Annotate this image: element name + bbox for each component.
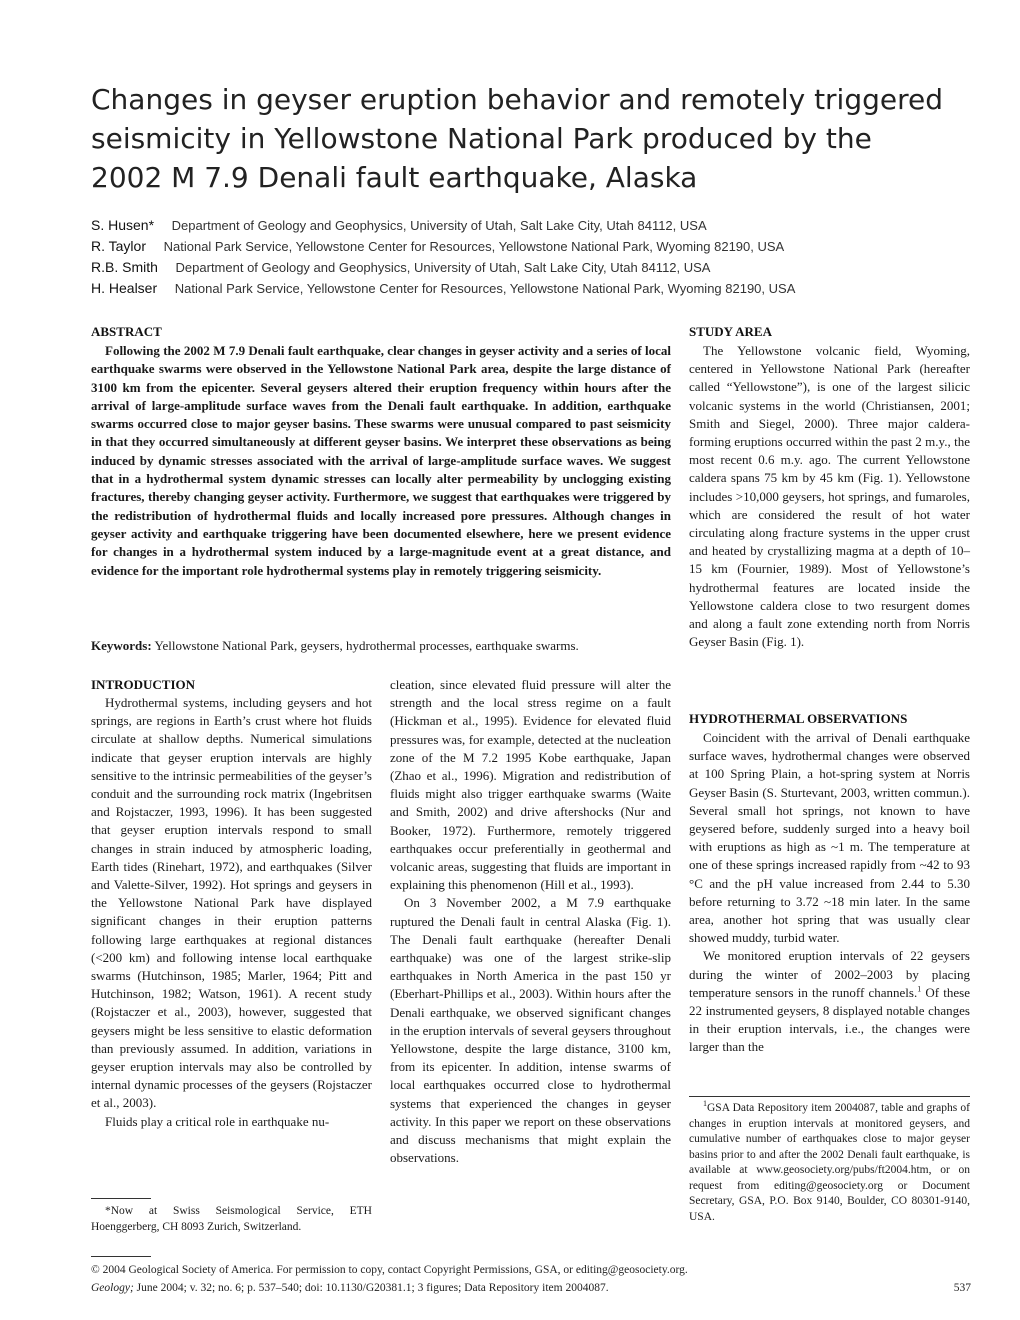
study-area-heading: STUDY AREA [689,324,772,339]
introduction-column-1 [91,694,372,1131]
copyright-line: © 2004 Geological Society of America. For permission to copy, contact Copyright Permissions, GSA, or editing@geosociety.org. [91,1264,688,1276]
hydrothermal-text [689,729,970,1057]
hydrothermal-paragraph-2-text-cont: Of these 22 instrumented geysers, 8 displayed notable changes in their eruption intervals, i.e., the changes were larger than the [689,984,970,1055]
hydrothermal-paragraph-1: Coincident with the arrival of Denali earthquake surface waves, hydrothermal changes were observed at 100 Spring Plain, a hot-spring system at Norris Geyser Basin (S. Sturtevant, 2003, written commun.). Several small hot springs, not known to have geysered before, suddenly surged into a heavy boil with eruptions as high as ~1 m. The temperature at one of these springs increased rapidly from ~42 to 93 °C and the pH value increased from 2.44 to 5.30 before returning to 3.72 ~18 min later. In the same area, another hot spring that was usually clear showed muddy, turbid water. [689,730,970,946]
introduction-paragraph-2-start: Fluids play a critical role in earthquake nu- [105,1113,330,1129]
hydrothermal-paragraph-2-text: We monitored eruption intervals of 22 geysers during the winter of 2002–2003 by placing temperature sensors in the runoff channels. [689,948,970,1000]
study-area-paragraph: The Yellowstone volcanic field, Wyoming, centered in Yellowstone National Park (hereafter called “Yellowstone”), is one of the largest silicic volcanic systems in the world (Christiansen, 2001; Smith and Siegel, 2000). Three major caldera-forming eruptions occurred within the past 2 m.y., the most recent 0.6 m.y. ago. The current Yellowstone caldera spans 75 km by 45 km (Fig. 1). Yellowstone includes >10,000 geysers, hot springs, and fumaroles, which are considered the result of hot water circulating along fracture systems in the upper crust and heated by crystallizing magma at a depth of 10–15 km (Fournier, 1989). Most of Yellowstone’s hydrothermal features are located inside the Yellowstone caldera close to two resurgent domes and along a fault zone extending north from Norris Geyser Basin (Fig. 1). [689,343,970,650]
page-number: 537 [953,1282,971,1294]
author-entry [91,215,971,236]
footnote-marker: 1 [917,984,922,994]
hydrothermal-heading: HYDROTHERMAL OBSERVATIONS [689,711,908,726]
journal-name: Geology; [91,1282,134,1294]
introduction-paragraph-3: On 3 November 2002, a M 7.9 earthquake ruptured the Denali fault in central Alaska (Fig. 1). The Denali fault earthquake (hereafter Denali earthquake) was one of the largest strike-slip earthquakes in North America in the past 150 yr (Eberhart-Phillips et al., 2003). Within hours after the Denali earthquake, we observed significant changes in the eruption intervals of several geysers throughout Yellowstone, despite the large distance, 3100 km, from its epicenter. In addition, intense swarms of local earthquakes occurred close to hydrothermal systems that experienced the changes in geyser activity. In this paper we report on these observations and discuss mechanisms that might explain the observations. [390,895,671,1166]
author-entry [91,278,971,299]
introduction-paragraph-1: Hydrothermal systems, including geysers and hot springs, are regions in Earth’s crust where hot fluids circulate at shallow depths. Numerical simulations indicate that geyser eruption intervals are highly sensitive to the intrinsic permeabilities of the geyser’s conduit and the surrounding rock matrix (Ingebritsen and Rojstaczer, 1993, 1996). It has been suggested that geyser eruption intervals respond to small changes in strain induced by atmospheric loading, Earth tides (Rinehart, 1972), and earthquakes (Silver and Valette-Silver, 1992). Hot springs and geysers in the Yellowstone National Park have displayed significant changes in their eruption patterns following large earthquakes at regional distances (<200 km) and following intense local earthquake swarms (Hutchinson, 1985; Marler, 1964; Pitt and Hutchinson, 1982; Watson, 1961). A recent study (Rojstaczer et al., 2003), however, suggested that geysers might be less sensitive to elastic deformation than previously assumed. In addition, variations in geyser eruption intervals may also be controlled by internal dynamic processes of the geysers (Rojstaczer et al., 2003). [91,695,372,1111]
keywords [91,637,671,655]
author-entry [91,236,971,257]
author-affiliation: National Park Service, Yellowstone Center for Resources, Yellowstone National Park, Wyoming 82190, USA [163,239,785,254]
author-affiliation: National Park Service, Yellowstone Center for Resources, Yellowstone National Park, Wyoming 82190, USA [174,281,796,296]
footer-divider [91,1256,151,1257]
introduction-paragraph-2-cont: cleation, since elevated fluid pressure will alter the strength and the local stress regime on a fault (Hickman et al., 1995). Evidence for elevated fluid pressures was, for example, detected at the nucleation zone of the M 7.2 1995 Kobe earthquake, Japan (Zhao et al., 1996). Migration and redistribution of fluids might also trigger earthquake swarms (Waite and Smith, 2002) and drive aftershocks (Nur and Booker, 1972). Furthermore, remotely triggered earthquakes occur preferentially in geothermal and volcanic areas, suggesting that fluids are important in explaining this phenomenon (Hill et al., 1993). [390,677,671,893]
author-list [91,215,971,299]
author-name: S. Husen* [91,217,155,233]
footnote-number: 1 [703,1099,707,1109]
article-title: Changes in geyser eruption behavior and remotely triggered seismicity in Yellowstone National Park produced by the 2002 M 7.9 Denali fault earthquake, Alaska [91,83,944,194]
data-repository-footnote [689,1101,970,1225]
author-name: R.B. Smith [91,259,158,275]
author-entry [91,257,971,278]
author-name: R. Taylor [91,238,146,254]
citation-line [91,1280,971,1296]
keywords-text: Yellowstone National Park, geysers, hydrothermal processes, earthquake swarms. [154,638,579,653]
citation-details: June 2004; v. 32; no. 6; p. 537–540; doi: 10.1130/G20381.1; 3 figures; Data Repository item 2004087. [133,1282,609,1294]
study-area-text [689,342,970,651]
author-affiliation: Department of Geology and Geophysics, University of Utah, Salt Lake City, Utah 84112, USA [171,218,707,233]
abstract-heading: ABSTRACT [91,324,162,339]
keywords-label: Keywords: [91,638,152,653]
data-footnote-divider [689,1096,970,1097]
hydrothermal-paragraph-2 [689,947,970,1056]
author-footnote: *Now at Swiss Seismological Service, ETH Hoenggerberg, CH 8093 Zurich, Switzerland. [91,1205,372,1233]
introduction-column-2 [390,676,671,1167]
abstract-text: Following the 2002 M 7.9 Denali fault earthquake, clear changes in geyser activity and a series of local earthquake swarms were observed in the Yellowstone National Park area, despite the large distance of 3100 km from the epicenter. Several geysers altered their eruption frequency within hours after the arrival of large-amplitude surface waves from the Denali fault earthquake. In addition, earthquake swarms occurred close to major geyser basins. These swarms were unusual compared to past seismicity in that they occurred simultaneously at different geyser basins. We interpret these observations as being induced by dynamic stresses associated with the arrival of large-amplitude surface waves. We suggest that in a hydrothermal system dynamic stresses can locally alter permeability by unclogging existing fractures, thereby changing geyser activity. Furthermore, we suggest that earthquakes were triggered by the redistribution of hydrothermal fluids and locally increased pore pressures. Although changes in geyser activity and earthquake triggering have been documented elsewhere, here we present evidence for changes in a hydrothermal system induced by a large-magnitude event at a great distance, and evidence for the important role hydrothermal systems play in remotely triggering seismicity. [91,343,671,578]
introduction-heading: INTRODUCTION [91,677,196,692]
data-repository-footnote-text: GSA Data Repository item 2004087, table and graphs of changes in eruption intervals at monitored geysers, and cumulative number of earthquakes close to major geyser basins prior to and after the 2002 Denali fault earthquake, is available at www.geosociety.org/pubs/ft2004.htm, or on request from editing@geosociety.org or Document Secretary, GSA, P.O. Box 9140, Boulder, CO 80301-9140, USA. [689,1102,970,1223]
footnote-divider [91,1198,151,1199]
author-name: H. Healser [91,280,158,296]
author-affiliation: Department of Geology and Geophysics, University of Utah, Salt Lake City, Utah 84112, USA [175,260,711,275]
